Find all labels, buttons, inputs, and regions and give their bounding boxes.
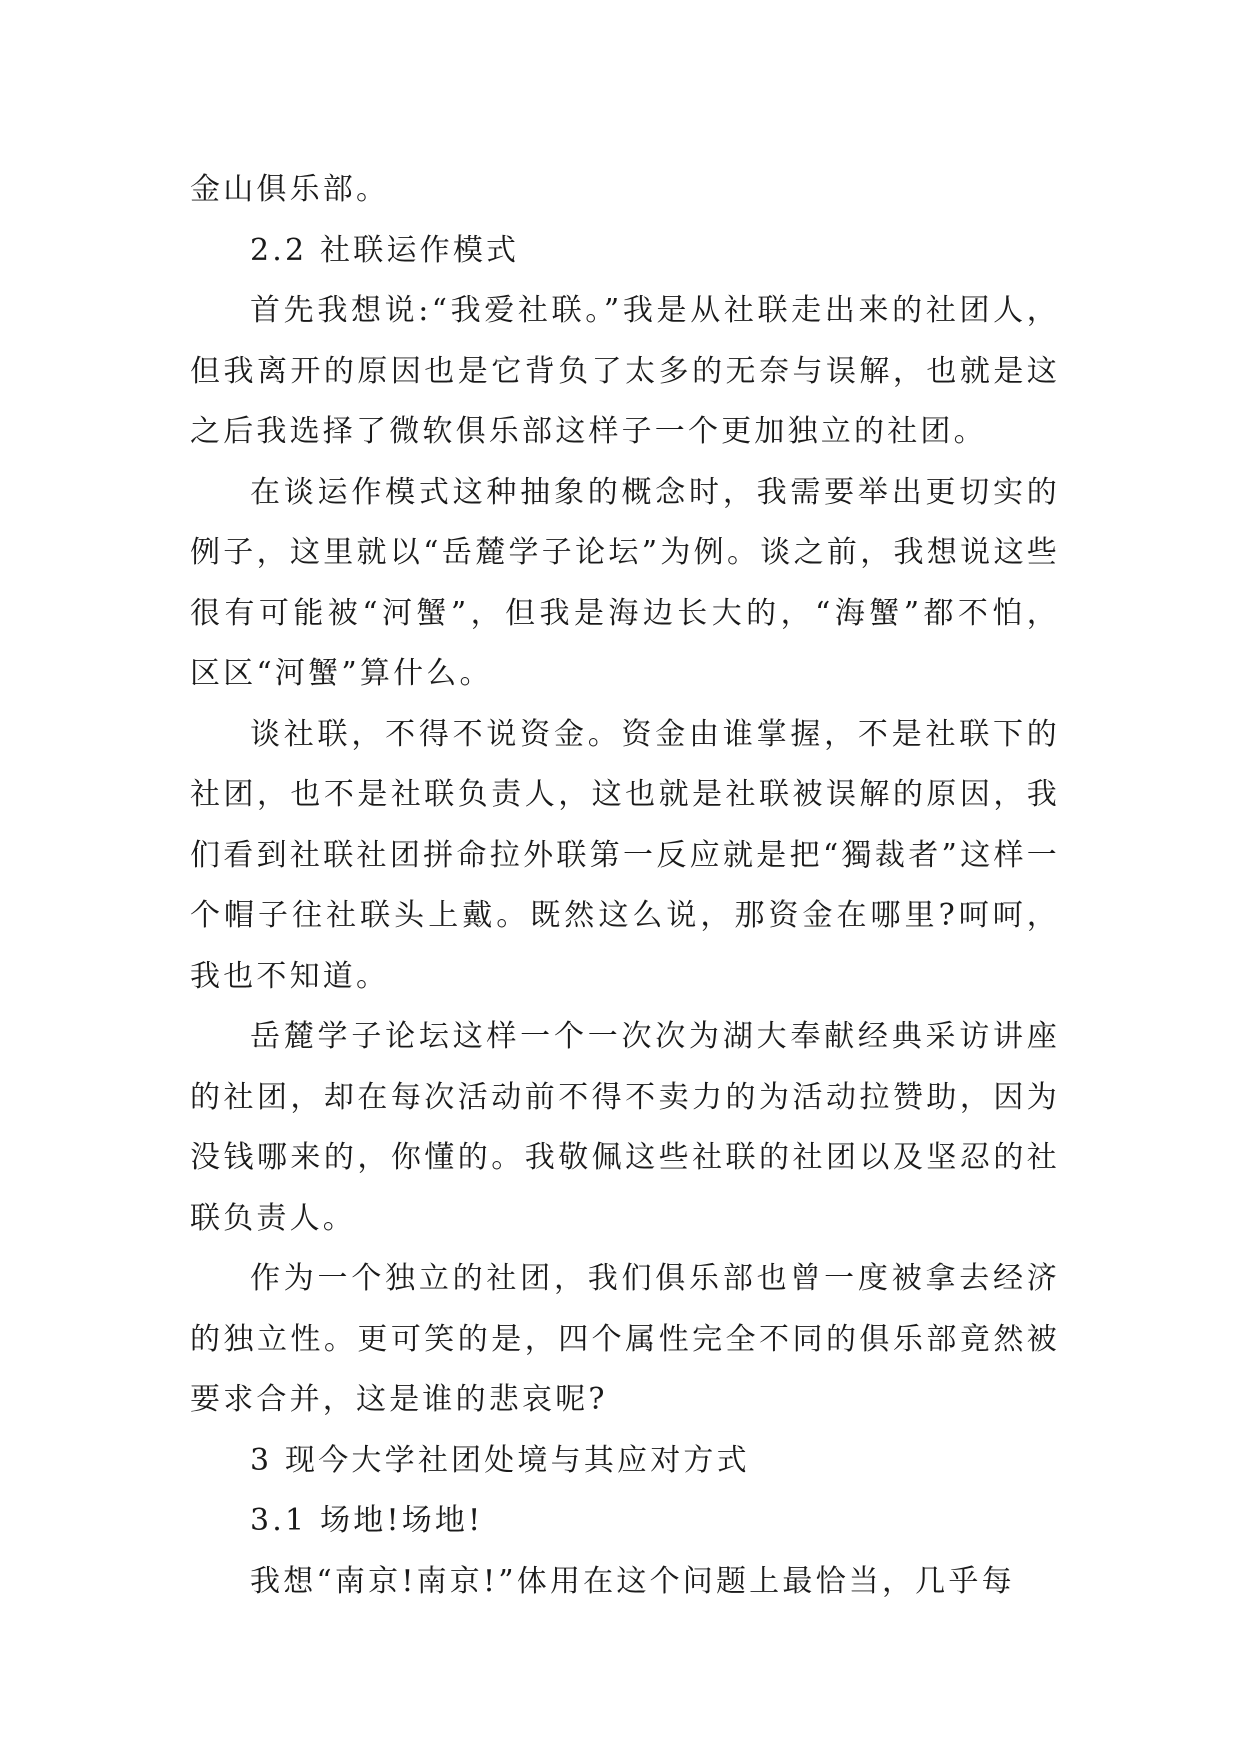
- paragraph: 在谈运作模式这种抽象的概念时，我需要举出更切实的例子，这里就以“岳麓学子论坛”为例。谈之前，我想说这些很有可能被“河蟹”，但我是海边长大的，“海蟹”都不怕，区区“河蟹”算什么。: [190, 474, 1060, 691]
- paragraph: 岳麓学子论坛这样一个一次次为湖大奉献经典采访讲座的社团，却在每次活动前不得不卖力的为活动拉赞助，因为没钱哪来的，你懂的。我敬佩这些社联的社团以及坚忍的社联负责人。: [190, 1019, 1060, 1236]
- paragraph: 首先我想说:“我爱社联。”我是从社联走出来的社团人，但我离开的原因也是它背负了太多的无奈与误解，也就是这之后我选择了微软俱乐部这样子一个更加独立的社团。: [190, 293, 1060, 449]
- paragraph: 作为一个独立的社团，我们俱乐部也曾一度被拿去经济的独立性。更可笑的是，四个属性完全不同的俱乐部竟然被要求合并，这是谁的悲哀呢?: [190, 1261, 1060, 1417]
- paragraph: 谈社联，不得不说资金。资金由谁掌握，不是社联下的社团，也不是社联负责人，这也就是社联被误解的原因，我们看到社联社团拼命拉外联第一反应就是把“獨裁者”这样一个帽子往社联头上戴。既然这么说，那资金在哪里?呵呵，我也不知道。: [190, 716, 1060, 994]
- document-body: [190, 160, 1060, 1612]
- section-heading-2-2: 2.2 社联运作模式: [250, 232, 520, 268]
- section-heading-3-1: 3.1 场地!场地!: [250, 1503, 484, 1538]
- paragraph-continuation: 金山俱乐部。: [190, 172, 390, 207]
- paragraph: 我想“南京!南京!”体用在这个问题上最恰当，几乎每: [250, 1563, 1015, 1599]
- section-heading-3: 3 现今大学社团处境与其应对方式: [250, 1442, 750, 1478]
